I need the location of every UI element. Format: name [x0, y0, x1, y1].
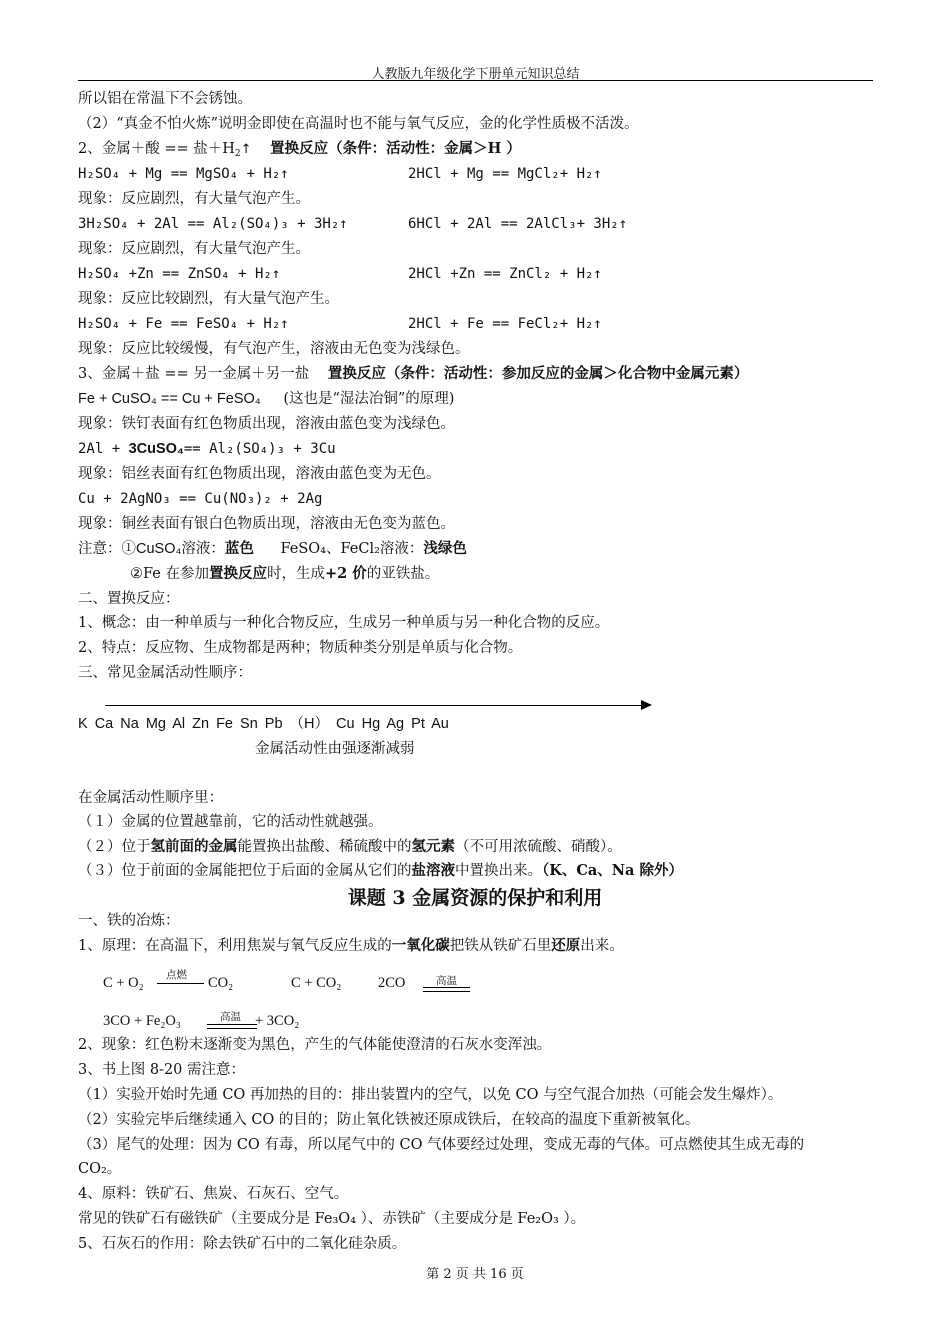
equation: 2CO: [378, 975, 406, 991]
equation: C + CO₂: [291, 975, 342, 991]
formula: CuSO₄: [136, 541, 182, 557]
section-heading: 2、金属＋酸 == 盐$+H_2↑$ 置换反应（条件：活动性：金属＞H ）: [78, 140, 521, 159]
text-line: 4、原料：铁矿石、焦炭、石灰石、空气。: [78, 1186, 349, 1202]
text-span: 中置换出来。: [455, 863, 542, 879]
equation: Cu + 2AgNO₃ == Cu(NO₃)₂ + 2Ag: [78, 491, 323, 507]
equation: H₂SO₄ + Fe == FeSO₄ + H₂↑: [78, 316, 289, 332]
bold-text: 盐溶液: [411, 862, 455, 879]
reaction-arrow: [157, 983, 204, 984]
equation-part: == Al₂(SO₄)₃ + 3Cu: [183, 441, 336, 457]
condition-label: 高温: [436, 975, 457, 987]
equation: 2HCl +Zn == ZnCl₂ + H₂↑: [408, 266, 602, 282]
section-heading: 三、常见金属活动性顺序：: [78, 665, 252, 681]
text-line: 现象：铜丝表面有银白色物质出现，溶液由无色变为蓝色。: [78, 516, 455, 532]
text-line: 现象：反应剧烈，有大量气泡产生。: [78, 241, 310, 257]
activity-series: K Ca Na Mg Al Zn Fe Sn Pb （H） Cu Hg Ag Pt Au: [78, 716, 449, 732]
text-span: 时，生成: [266, 566, 325, 582]
arrow-head-icon: [641, 700, 652, 710]
equation-line: [78, 389, 454, 409]
text-line: 2、现象：红色粉末逐渐变为黑色，产生的气体能使澄清的石灰水变浑浊。: [78, 1037, 552, 1053]
reaction-arrow: [207, 1024, 257, 1029]
text-span: （２）位于: [78, 839, 151, 855]
formula: FeSO₄、FeCl₂: [280, 541, 380, 557]
equation: CO₂: [208, 975, 234, 991]
text-line: 在金属活动性顺序里：: [78, 790, 223, 806]
text-line: [78, 837, 622, 857]
equation: Fe + CuSO₄ == Cu + FeSO₄: [78, 391, 261, 407]
equation: C + O₂: [103, 975, 144, 991]
bold-text: 还原: [551, 937, 581, 954]
equation-part: 3CuSO₄: [128, 441, 184, 457]
note-line: [78, 539, 467, 559]
page-title: 课题 3 金属资源的保护和利用: [347, 887, 603, 909]
bold-text: 氢元素: [411, 838, 455, 855]
text-span: 能置换出盐酸、稀硫酸中的: [237, 839, 412, 855]
equation: 3H₂SO₄ + 2Al == Al₂(SO₄)₃ + 3H₂↑: [78, 216, 348, 232]
text-line: 现象：反应剧烈，有大量气泡产生。: [78, 191, 310, 207]
bold-text: 一氧化碳: [391, 937, 450, 954]
text-span: 2: [234, 149, 241, 159]
text-span: 注意：①: [78, 541, 136, 557]
equation: 2HCl + Fe == FeCl₂+ H₂↑: [408, 316, 602, 332]
bold-text: 置换反应（条件：活动性：参加反应的金属＞化合物中金属元素）: [327, 365, 749, 382]
text-span: 溶液：: [181, 541, 225, 557]
bold-text: +2 价: [324, 565, 367, 582]
text-line: 常见的铁矿石有磁铁矿（主要成分是 Fe₃O₄ ）、赤铁矿（主要成分是 Fe₂O₃ ）。: [78, 1211, 586, 1227]
bold-text: 置换反应: [208, 565, 267, 582]
header-rule: [78, 80, 873, 81]
bold-text: 氢前面的金属: [150, 838, 238, 855]
note-line: [130, 564, 439, 584]
page-header: 人教版九年级化学下册单元知识总结: [371, 67, 580, 82]
activity-trend-label: 金属活动性由强逐渐减弱: [255, 741, 415, 757]
bold-text: 浅绿色: [423, 540, 467, 557]
text-line: （3）尾气的处理：因为 CO 有毒，所以尾气中的 CO 气体要经过处理，变成无毒的气体。可点燃使其生成无毒的: [78, 1137, 805, 1153]
text-line: （2）实验完毕后继续通入 CO 的目的；防止氧化铁被还原成铁后，在较高的温度下重新被氧化。: [78, 1112, 700, 1128]
activity-arrow: [105, 705, 645, 706]
bold-text: 置换反应（条件：活动性：金属＞H ）: [270, 140, 521, 157]
note-text: (这也是“湿法冶铜”的原理): [283, 391, 455, 407]
bold-text: （K、Ca、Na 除外）: [542, 862, 683, 879]
text-span: 把铁从铁矿石里: [449, 938, 552, 954]
equation-line: [78, 439, 336, 459]
text-span: 出来。: [580, 938, 624, 954]
text-line: 3、书上图 8-20 需注意：: [78, 1062, 246, 1078]
section-heading: 一、铁的冶炼：: [78, 913, 180, 929]
text-span: （３）位于前面的金属能把位于后面的金属从它们的: [78, 863, 412, 879]
text-span: 2、金属＋酸 == 盐＋H: [78, 141, 235, 157]
equation: 2HCl + Mg == MgCl₂+ H₂↑: [408, 166, 602, 182]
text-line: （１）金属的位置越靠前，它的活动性就越强。: [78, 814, 383, 830]
text-line: （2）“真金不怕火炼”说明金即使在高温时也不能与氧气反应，金的化学性质极不活泼。: [78, 116, 639, 132]
bold-text: 蓝色: [224, 540, 254, 557]
equation-part: 2Al +: [78, 441, 129, 457]
equation: + 3CO₂: [255, 1013, 300, 1029]
text-span: 3、金属＋盐 == 另一金属＋另一盐: [78, 366, 310, 382]
text-span: 的亚铁盐。: [366, 566, 440, 582]
text-line: 现象：反应比较剧烈，有大量气泡产生。: [78, 291, 339, 307]
equation: H₂SO₄ + Mg == MgSO₄ + H₂↑: [78, 166, 289, 182]
text-line: 所以铝在常温下不会锈蚀。: [78, 91, 252, 107]
text-line: 现象：铝丝表面有红色物质出现，溶液由蓝色变为无色。: [78, 466, 441, 482]
text-line: 1、概念：由一种单质与一种化合物反应，生成另一种单质与另一种化合物的反应。: [78, 615, 610, 631]
text-span: ②Fe 在参加: [130, 566, 209, 582]
text-line: 2、特点：反应物、生成物都是两种；物质种类分别是单质与化合物。: [78, 640, 523, 656]
text-line: （1）实验开始时先通 CO 再加热的目的：排出装置内的空气，以免 CO 与空气混合加热（可能会发生爆炸）。: [78, 1087, 783, 1103]
text-line: [78, 861, 683, 881]
reaction-arrow: [423, 987, 470, 992]
page-footer: 第 2 页 共 16 页: [426, 1267, 524, 1282]
condition-label: 点燃: [166, 969, 187, 981]
text-line: 5、石灰石的作用：除去铁矿石中的二氧化硅杂质。: [78, 1236, 407, 1252]
equation: 6HCl + 2Al == 2AlCl₃+ 3H₂↑: [408, 216, 628, 232]
section-heading: 二、置换反应：: [78, 591, 180, 607]
text-span: 1、原理：在高温下，利用焦炭与氧气反应生成的: [78, 938, 392, 954]
text-line: 现象：铁钉表面有红色物质出现，溶液由蓝色变为浅绿色。: [78, 416, 455, 432]
equation: 3CO + Fe₂O₃: [103, 1013, 181, 1029]
section-heading: [78, 364, 748, 384]
text-line: CO₂。: [78, 1161, 122, 1177]
text-span: （不可用浓硫酸、硝酸）。: [455, 839, 622, 855]
text-line: [78, 936, 624, 956]
text-line: 现象：反应比较缓慢，有气泡产生，溶液由无色变为浅绿色。: [78, 341, 470, 357]
condition-label: 高温: [220, 1011, 241, 1023]
text-span: 溶液：: [379, 541, 424, 557]
equation: H₂SO₄ +Zn == ZnSO₄ + H₂↑: [78, 266, 281, 282]
